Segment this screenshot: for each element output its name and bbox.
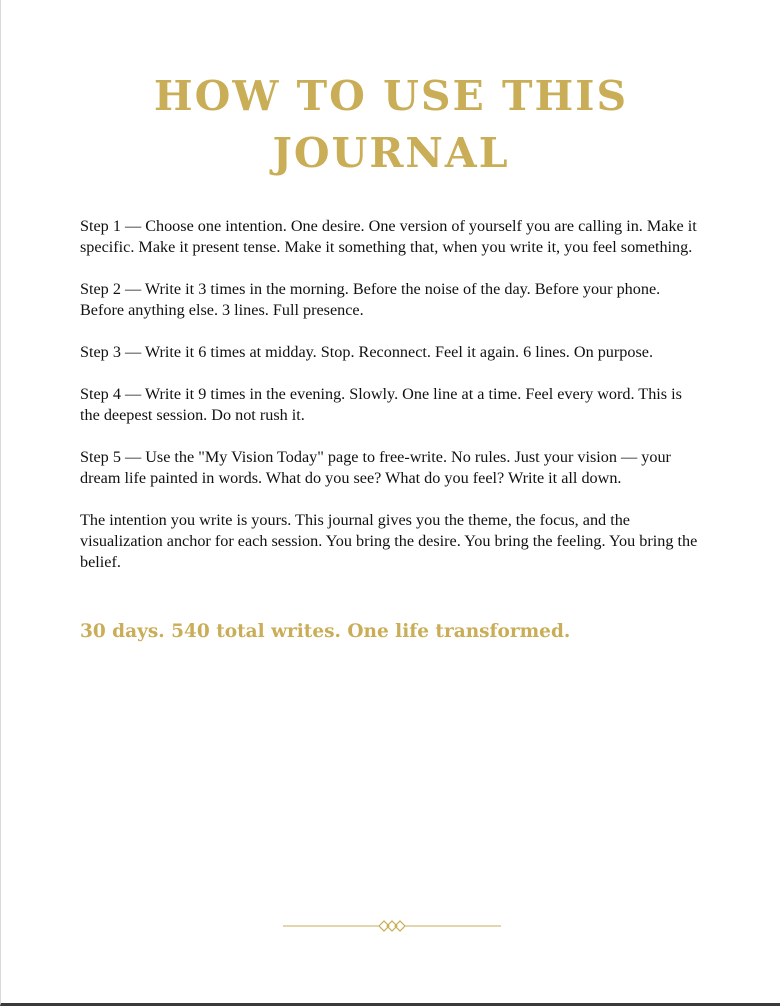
closing-statement: 30 days. 540 total writes. One life transformed. xyxy=(80,621,571,642)
page-title xyxy=(1,68,780,182)
step-2-paragraph: Step 2 — Write it 3 times in the morning. Before the noise of the day. Before your phone. Before anything else. 3 lines. Full presence. xyxy=(80,280,661,319)
step-3-paragraph: Step 3 — Write it 6 times at midday. Stop. Reconnect. Feel it again. 6 lines. On purpose. xyxy=(80,343,654,361)
step-1-paragraph: Step 1 — Choose one intention. One desire. One version of yourself you are calling in. Make it specific. Make it present tense. Make it something that, when you write it, you feel something. xyxy=(80,217,697,256)
step-4-paragraph: Step 4 — Write it 9 times in the evening. Slowly. One line at a time. Feel every word. This is the deepest session. Do not rush it. xyxy=(80,385,682,424)
divider-diamond-ornament-icon xyxy=(283,917,501,935)
instructions-body xyxy=(80,216,702,594)
step-5-paragraph: Step 5 — Use the "My Vision Today" page to free-write. No rules. Just your vision — your dream life painted in words. What do you see? What do you feel? Write it all down. xyxy=(80,448,671,487)
intention-note-paragraph: The intention you write is yours. This journal gives you the theme, the focus, and the visualization anchor for each session. You bring the desire. You bring the feeling. You bring the belief. xyxy=(80,511,698,571)
page-title-line-1: HOW TO USE THIS xyxy=(153,72,629,120)
page-title-line-2: JOURNAL xyxy=(272,129,510,177)
